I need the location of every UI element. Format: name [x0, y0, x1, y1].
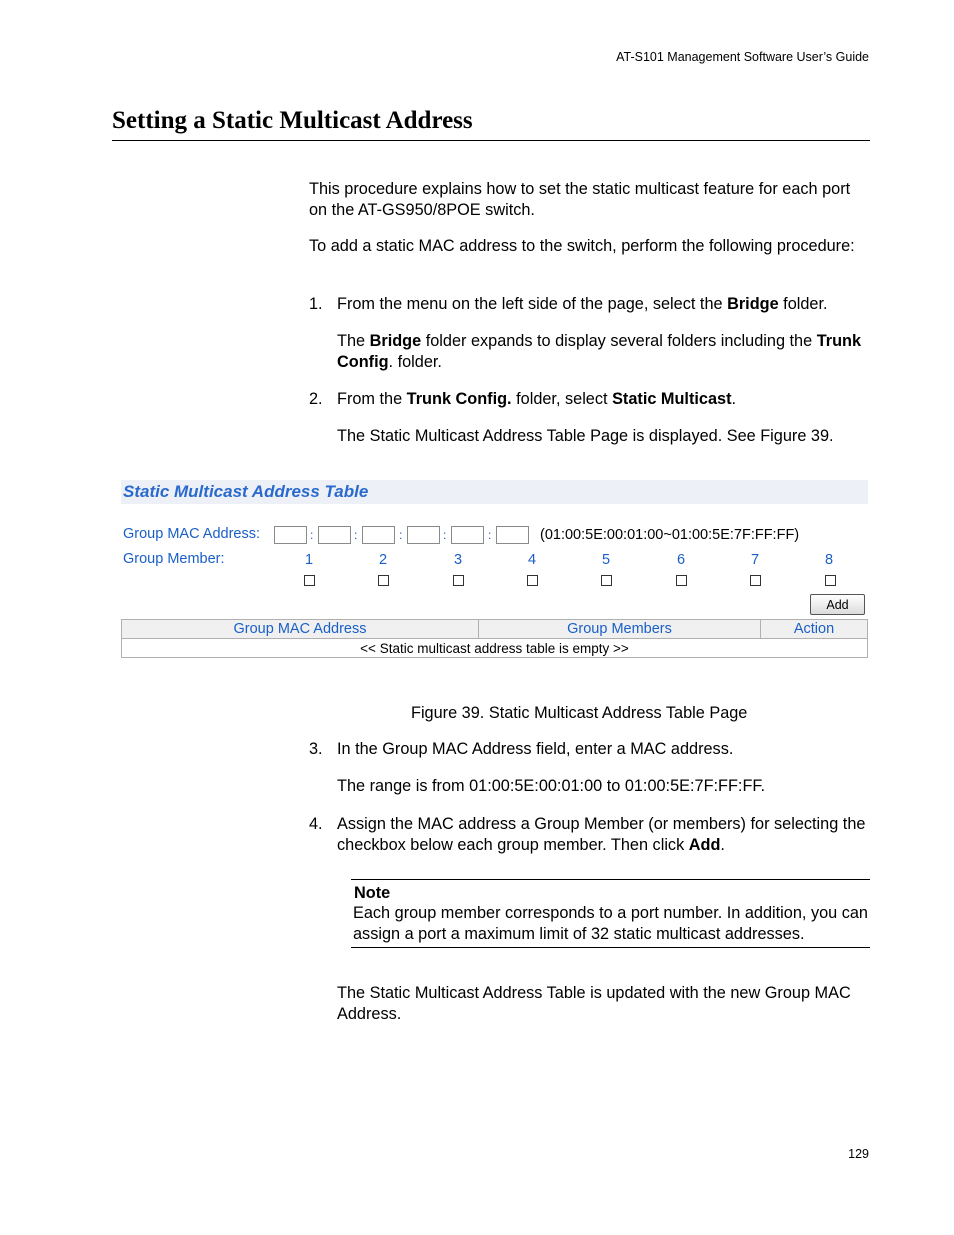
step-2-detail: The Static Multicast Address Table Page is displayed. See Figure 39. [337, 427, 834, 445]
step-text: . [731, 390, 737, 408]
note-body: Each group member corresponds to a port number. In addition, you can assign a port a maximum limit of 32 static multicast addresses. [353, 904, 868, 943]
mac-range-hint: (01:00:5E:00:01:00~01:00:5E:7F:FF:FF) [540, 527, 800, 543]
step-bold: Bridge [727, 295, 779, 313]
mac-separator: : [488, 528, 492, 542]
port-5-checkbox[interactable] [601, 575, 612, 586]
step-text: From the menu on the left side of the page, select the [337, 295, 728, 313]
port-number-1: 1 [304, 552, 314, 568]
step-number: 1. [309, 295, 323, 313]
step-number: 2. [309, 390, 323, 408]
intro-paragraph-2: To add a static MAC address to the switch, perform the following procedure: [309, 237, 855, 255]
note-bottom-rule [351, 947, 870, 948]
mac-octet-6-input[interactable] [496, 526, 529, 544]
static-multicast-table [121, 619, 868, 658]
note-top-rule [351, 879, 870, 880]
step-text: folder. [778, 295, 828, 313]
column-header-group-mac-address: Group MAC Address [122, 620, 479, 639]
mac-octet-1-input[interactable] [274, 526, 307, 544]
detail-text: folder expands to display several folders including the [421, 332, 817, 350]
detail-text: . folder. [388, 352, 442, 371]
port-number-2: 2 [378, 552, 388, 568]
detail-bold: Bridge [369, 332, 422, 350]
port-6-checkbox[interactable] [676, 575, 687, 586]
column-header-group-members: Group Members [479, 620, 761, 639]
step-bold: Trunk Config. [406, 390, 512, 408]
port-4-checkbox[interactable] [527, 575, 538, 586]
running-header: AT-S101 Management Software User’s Guide [616, 50, 869, 64]
step-text: folder, select [511, 390, 613, 408]
step-3-detail: The range is from 01:00:5E:00:01:00 to 01:00:5E:7F:FF:FF. [337, 777, 766, 795]
mac-octet-2-input[interactable] [318, 526, 351, 544]
detail-bold: Trunk Config [337, 332, 862, 371]
step-text: From the [337, 390, 407, 408]
step-4 [309, 814, 879, 855]
port-1-checkbox[interactable] [304, 575, 315, 586]
port-number-4: 4 [527, 552, 537, 568]
step-1-detail [337, 331, 877, 372]
intro-paragraph-1: This procedure explains how to set the static multicast feature for each port on the AT-GS950/8POE switch. [309, 180, 851, 219]
port-number-3: 3 [453, 552, 463, 568]
figure-caption: Figure 39. Static Multicast Address Table Page [411, 704, 748, 722]
step-text: Assign the MAC address a Group Member (or members) for selecting the checkbox below each group member. Then click [337, 815, 866, 854]
table-header-row [122, 620, 868, 639]
mac-octet-5-input[interactable] [451, 526, 484, 544]
port-8-checkbox[interactable] [825, 575, 836, 586]
port-number-8: 8 [824, 552, 834, 568]
empty-table-message: << Static multicast address table is empty >> [122, 639, 868, 658]
mac-separator: : [399, 528, 403, 542]
mac-octet-4-input[interactable] [407, 526, 440, 544]
port-7-checkbox[interactable] [750, 575, 761, 586]
step-text: In the Group MAC Address field, enter a MAC address. [337, 740, 734, 758]
step-bold: Add [688, 835, 721, 854]
port-2-checkbox[interactable] [378, 575, 389, 586]
mac-separator: : [443, 528, 447, 542]
table-row [122, 639, 868, 658]
mac-separator: : [310, 528, 314, 542]
group-member-label: Group Member: [123, 551, 225, 567]
step-3 [309, 739, 879, 760]
figure-title: Static Multicast Address Table [123, 482, 369, 501]
group-mac-address-label: Group MAC Address: [123, 526, 260, 542]
closing-paragraph: The Static Multicast Address Table is updated with the new Group MAC Address. [337, 984, 851, 1023]
mac-separator: : [354, 528, 358, 542]
column-header-action: Action [761, 620, 868, 639]
note-heading: Note [354, 884, 391, 902]
port-3-checkbox[interactable] [453, 575, 464, 586]
step-2 [309, 389, 879, 410]
mac-octet-3-input[interactable] [362, 526, 395, 544]
detail-text: The [337, 332, 370, 350]
step-number: 3. [309, 740, 323, 758]
section-title: Setting a Static Multicast Address [112, 107, 473, 134]
port-number-7: 7 [750, 552, 760, 568]
step-1 [309, 294, 879, 315]
step-text: . [720, 835, 725, 854]
title-rule [112, 140, 870, 141]
add-button[interactable]: Add [810, 594, 865, 615]
port-number-5: 5 [601, 552, 611, 568]
port-number-6: 6 [676, 552, 686, 568]
step-bold: Static Multicast [612, 390, 732, 408]
page-number: 129 [848, 1147, 869, 1161]
step-number: 4. [309, 815, 323, 833]
